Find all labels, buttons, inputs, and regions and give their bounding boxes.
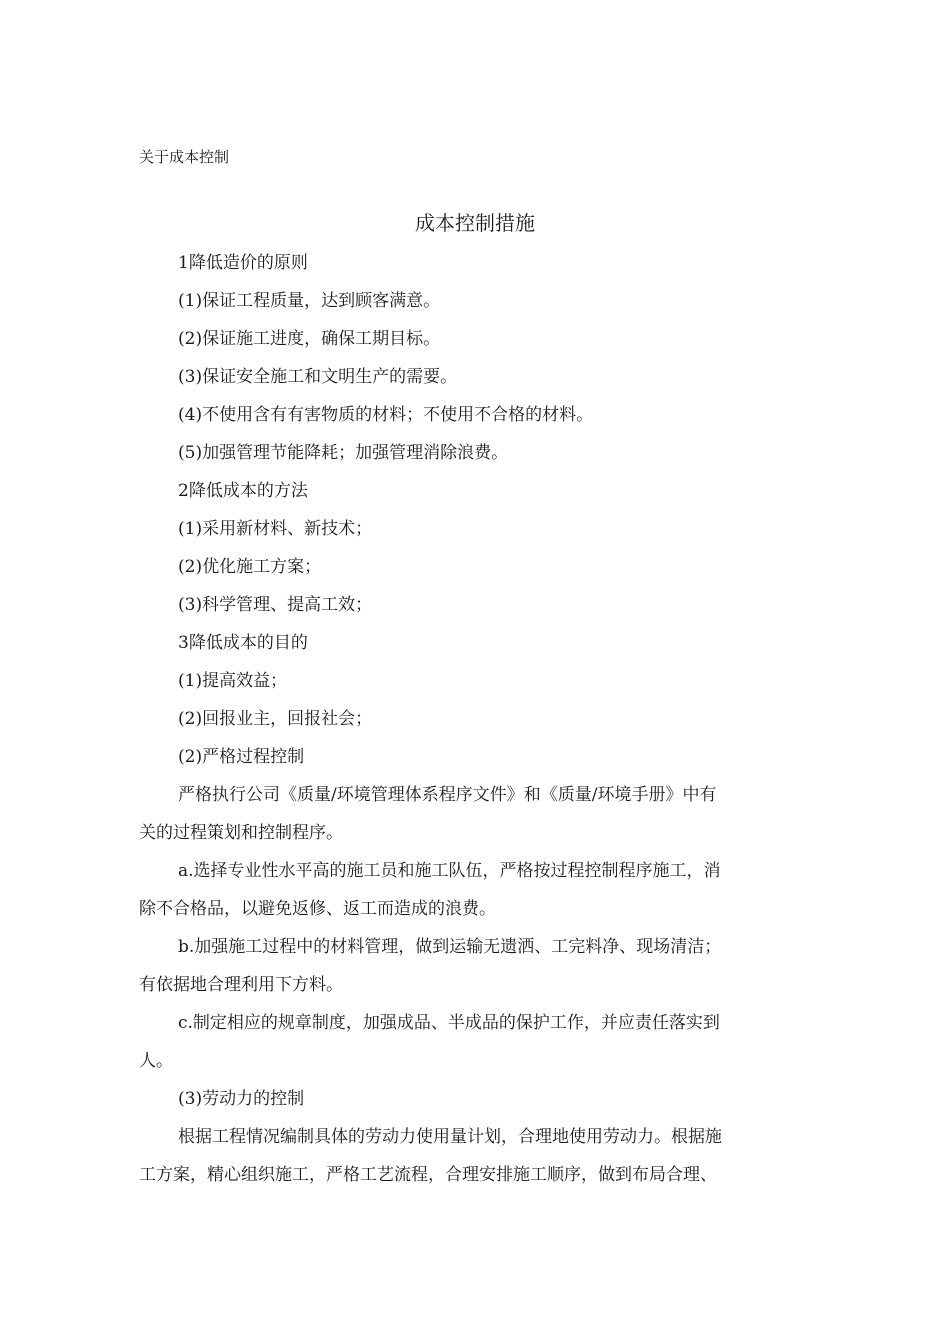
- subsection-heading: (3)劳动力的控制: [178, 1089, 305, 1109]
- paragraph-line: 工方案，精心组织施工，严格工艺流程，合理安排施工顺序，做到布局合理、: [139, 1165, 717, 1185]
- paragraph-line: 有依据地合理利用下方料。: [139, 975, 343, 995]
- section-heading-1: 1降低造价的原则: [178, 253, 308, 273]
- paragraph-line: c.制定相应的规章制度，加强成品、半成品的保护工作，并应责任落实到: [178, 1013, 720, 1033]
- document-body: [139, 244, 799, 1194]
- list-item: (3)科学管理、提高工效；: [178, 595, 373, 615]
- list-item: (4)不使用含有有害物质的材料；不使用不合格的材料。: [178, 405, 594, 425]
- paragraph-line: 人。: [139, 1051, 173, 1071]
- paragraph-line: a.选择专业性水平高的施工员和施工队伍，严格按过程控制程序施工，消: [178, 861, 721, 881]
- paragraph-line: b.加强施工过程中的材料管理，做到运输无遗洒、工完料净、现场清洁；: [178, 937, 722, 957]
- list-item: (3)保证安全施工和文明生产的需要。: [178, 367, 458, 387]
- list-item: (1)提高效益；: [178, 671, 288, 691]
- section-heading-2: 2降低成本的方法: [178, 481, 308, 501]
- paragraph-line: 根据工程情况编制具体的劳动力使用量计划，合理地使用劳动力。根据施: [178, 1127, 722, 1147]
- document-title: 成本控制措施: [415, 211, 535, 235]
- section-heading-3: 3降低成本的目的: [178, 633, 308, 653]
- paragraph-line: 除不合格品，以避免返修、返工而造成的浪费。: [139, 899, 496, 919]
- paragraph-line: 关的过程策划和控制程序。: [139, 823, 343, 843]
- list-item: (1)采用新材料、新技术；: [178, 519, 373, 539]
- list-item: (2)回报业主，回报社会；: [178, 709, 373, 729]
- list-item: (1)保证工程质量，达到顾客满意。: [178, 291, 441, 311]
- list-item: (2)优化施工方案；: [178, 557, 322, 577]
- subsection-heading: (2)严格过程控制: [178, 747, 305, 767]
- list-item: (2)保证施工进度，确保工期目标。: [178, 329, 441, 349]
- list-item: (5)加强管理节能降耗；加强管理消除浪费。: [178, 443, 509, 463]
- paragraph-line: 严格执行公司《质量/环境管理体系程序文件》和《质量/环境手册》中有: [178, 785, 717, 805]
- document-header: 关于成本控制: [139, 148, 230, 166]
